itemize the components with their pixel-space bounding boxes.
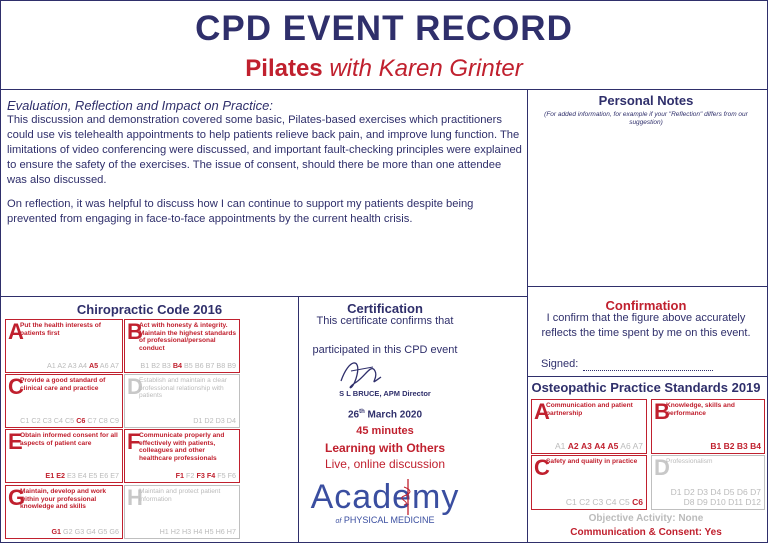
standard-letter: H: [127, 485, 143, 510]
standard-description: Provide a good standard of clinical care and practice: [20, 377, 106, 392]
standard-codes: [45, 471, 119, 480]
standard-code: D6: [736, 487, 748, 497]
standard-code: C7: [87, 416, 97, 425]
standard-code: D5: [723, 487, 735, 497]
standard-codes: [51, 527, 119, 536]
notes-subheading: (For added information, for example if your "Reflection" differs from our suggestion): [544, 111, 748, 126]
personal-notes: [529, 93, 763, 127]
standard-code: F4: [206, 471, 216, 480]
standard-code: A1: [46, 361, 56, 370]
standard-box-e: [5, 429, 123, 483]
standard-code: E4: [77, 471, 87, 480]
page-title: CPD EVENT RECORD: [195, 9, 573, 48]
standard-code: D2: [204, 416, 214, 425]
standard-letter: C: [534, 455, 550, 480]
learning-type: Learning with Others: [324, 441, 445, 455]
objective-label: Objective Activity:: [588, 513, 676, 524]
certification-title: Certification: [347, 301, 423, 316]
standard-description: Knowledge, skills and performance: [666, 402, 735, 417]
standard-code: B8: [216, 361, 226, 370]
confirmation-title: Confirmation: [605, 298, 687, 313]
standard-code: A3: [67, 361, 77, 370]
standard-code: H3: [181, 527, 192, 536]
standard-code: B3: [736, 441, 748, 451]
standard-codes: [140, 361, 236, 370]
standard-code: E3: [67, 471, 76, 480]
standard-code: F3: [196, 471, 205, 480]
presenter-name: with Karen Grinter: [329, 55, 523, 82]
standard-codes: [555, 441, 643, 451]
standard-description: Obtain informed consent for all aspects of patient care: [20, 432, 118, 447]
standard-code: D10: [710, 497, 726, 507]
standard-code: C4: [605, 497, 617, 507]
standard-letter: G: [8, 485, 26, 510]
standard-letter: A: [534, 399, 550, 424]
standard-description: Put the health interests of patients first: [20, 322, 101, 337]
confirmation-text: I confirm that the figure above accurately reflects the time spent by me on this event.: [541, 312, 751, 339]
standard-code: C8: [98, 416, 108, 425]
standard-codes: [20, 416, 119, 425]
standard-code: C5: [618, 497, 630, 507]
standard-letter: C: [8, 374, 24, 399]
standard-code: C3: [42, 416, 52, 425]
evaluation-section: [7, 98, 523, 236]
standard-code: D1: [670, 487, 682, 497]
date-suffix: th: [359, 409, 365, 415]
evaluation-paragraph: This discussion and demonstration covered some basic, Pilates-based exercises which practitioners could use vis telehealth appointments to help patients relieve back pain, and improve lung function. The limitations of video conferencing were discussed, and important fault-checking principles were explained to ensure the safety of the exercises. The issue of consent, should there be more than one attendee was also discussed.: [7, 114, 522, 186]
standard-code: F1: [175, 471, 185, 480]
duration: 45 minutes: [356, 425, 414, 437]
standard-box-c: [5, 374, 123, 428]
standard-letter: E: [8, 429, 23, 454]
divider: [1, 296, 527, 297]
standard-code: B4: [172, 361, 183, 370]
logo-sub-line: [301, 515, 469, 527]
objective-value: None: [678, 513, 704, 524]
standard-code: B5: [184, 361, 193, 370]
reflection-paragraph: On reflection, it was helpful to discuss how I can continue to support my patients despite being prevented from engaging in face-to-face appointments by the current health crisis.: [7, 198, 474, 225]
standard-code: C6: [76, 416, 86, 425]
standard-code: B2: [723, 441, 735, 451]
standard-code: A2: [567, 441, 579, 451]
standard-code: D3: [697, 487, 708, 497]
standard-box-a: [5, 319, 123, 373]
event-date: [301, 409, 469, 420]
standard-description: Act with honesty & integrity. Maintain the highest standards of professional/personal conduct: [139, 322, 237, 352]
standard-box-h: [124, 485, 240, 539]
standard-description: Maintain and protect patient information: [139, 488, 221, 503]
standard-code: F5: [217, 471, 226, 480]
standard-code: A7: [632, 441, 643, 451]
standard-code: H1: [159, 527, 169, 536]
standard-description: Safety and quality in practice: [546, 458, 638, 465]
standard-letter: D: [127, 374, 143, 399]
divider: [527, 89, 528, 542]
standard-code: E2: [56, 471, 66, 480]
standard-description: Communicate properly and effectively with patients, colleagues and other healthcare professionals: [139, 432, 225, 462]
standard-code: A3: [581, 441, 592, 451]
standard-letter: B: [654, 399, 670, 424]
standard-codes: [665, 487, 761, 507]
objective-activity: [529, 513, 763, 524]
standard-code: D8: [683, 497, 695, 507]
standard-box-b: [651, 399, 765, 454]
standard-code: H7: [226, 527, 236, 536]
signature-image: [331, 353, 391, 393]
standard-box-g: [5, 485, 123, 539]
standard-codes: [193, 416, 236, 425]
consent-label: Communication & Consent:: [570, 527, 702, 538]
divider: [298, 296, 299, 542]
standard-code: F6: [227, 471, 236, 480]
standard-code: F2: [186, 471, 195, 480]
standard-code: A6: [620, 441, 631, 451]
standard-code: C2: [579, 497, 590, 507]
chiro-title: Chiropractic Code 2016: [76, 302, 223, 317]
standard-code: A2: [57, 361, 67, 370]
standard-code: B3: [162, 361, 171, 370]
standard-description: Establish and maintain a clear professional relationship with patients: [139, 377, 227, 400]
standard-letter: B: [127, 319, 143, 344]
date-rest: March 2020: [364, 409, 423, 421]
standard-code: C1: [20, 416, 30, 425]
standard-code: D12: [745, 497, 761, 507]
signature-line[interactable]: [583, 370, 713, 371]
standard-code: G1: [51, 527, 62, 536]
divider: [1, 89, 767, 90]
standard-code: G2: [63, 527, 73, 536]
standard-code: A5: [607, 441, 619, 451]
signatory: S L BRUCE, APM Director: [339, 389, 431, 398]
standard-code: B7: [205, 361, 215, 370]
standard-code: B2: [151, 361, 161, 370]
standard-code: B1: [140, 361, 150, 370]
logo-sub: PHYSICAL MEDICINE: [343, 515, 435, 525]
standard-code: H2: [170, 527, 180, 536]
standard-code: B1: [710, 441, 722, 451]
standard-box-b: [124, 319, 240, 373]
standard-code: D9: [696, 497, 708, 507]
standard-code: A5: [88, 361, 99, 370]
standard-code: G5: [97, 527, 108, 536]
standard-code: C4: [53, 416, 63, 425]
standard-code: D2: [683, 487, 695, 497]
standard-code: D7: [750, 487, 761, 497]
standard-description: Communication and patient partnership: [546, 402, 633, 417]
certification-line2: participated in this CPD event: [312, 344, 458, 356]
standard-code: C3: [592, 497, 604, 507]
certification-line1: This certificate confirms that: [316, 315, 454, 327]
notes-heading: Personal Notes: [598, 93, 694, 108]
standard-code: A4: [594, 441, 606, 451]
standard-code: G3: [74, 527, 85, 536]
standard-code: H6: [215, 527, 225, 536]
standard-code: D11: [728, 497, 744, 507]
standard-code: E6: [99, 471, 109, 480]
standard-codes: [566, 497, 643, 507]
standard-code: B4: [750, 441, 761, 451]
standard-code: E1: [45, 471, 55, 480]
standard-code: G6: [109, 527, 119, 536]
standard-box-f: [124, 429, 240, 483]
signed-label: Signed:: [541, 358, 579, 370]
event-subtitle: [1, 55, 767, 83]
divider: [527, 376, 767, 377]
logo-of: of: [335, 518, 342, 525]
standard-codes: [176, 471, 236, 480]
osteo-title: Osteopathic Practice Standards 2019: [531, 380, 761, 395]
event-name: Pilates: [245, 55, 323, 82]
standard-description: Maintain, develop and work within your professional knowledge and skills: [20, 488, 107, 511]
standard-code: B6: [194, 361, 204, 370]
standard-code: B9: [227, 361, 236, 370]
standard-box-d: [651, 455, 765, 510]
divider: [527, 286, 767, 287]
standard-code: C2: [31, 416, 41, 425]
standard-code: G4: [86, 527, 96, 536]
standard-code: D4: [710, 487, 722, 497]
standard-code: E7: [110, 471, 119, 480]
standard-codes: [160, 527, 236, 536]
standard-code: C5: [64, 416, 75, 425]
standard-letter: F: [127, 429, 141, 454]
standard-codes: [47, 361, 119, 370]
date-day: 26: [347, 409, 360, 421]
standard-box-a: [531, 399, 647, 454]
standard-code: C6: [632, 497, 643, 507]
standard-description: Professionalism: [666, 458, 713, 465]
standard-codes: [710, 441, 761, 451]
academy-logo: [301, 479, 469, 527]
communication-consent: [529, 527, 763, 538]
event-format: Live, online discussion: [324, 457, 446, 471]
standard-code: C1: [565, 497, 577, 507]
standard-letter: D: [654, 455, 670, 480]
logo-main: Academy: [310, 478, 460, 516]
standard-code: E5: [88, 471, 98, 480]
standard-code: A1: [554, 441, 566, 451]
standard-code: A4: [78, 361, 87, 370]
standard-letter: A: [8, 319, 24, 344]
caduceus-icon: [401, 477, 415, 517]
standard-code: H5: [204, 527, 214, 536]
evaluation-heading: Evaluation, Reflection and Impact on Practice:: [7, 98, 273, 113]
standard-code: C9: [109, 416, 119, 425]
standard-box-d: [124, 374, 240, 428]
standard-code: A7: [110, 361, 119, 370]
standard-code: D4: [226, 416, 236, 425]
standard-code: D1: [193, 416, 203, 425]
consent-value: Yes: [704, 527, 722, 538]
standard-code: H4: [193, 527, 203, 536]
standard-code: D3: [215, 416, 225, 425]
standard-code: A6: [99, 361, 109, 370]
standard-box-c: [531, 455, 647, 510]
